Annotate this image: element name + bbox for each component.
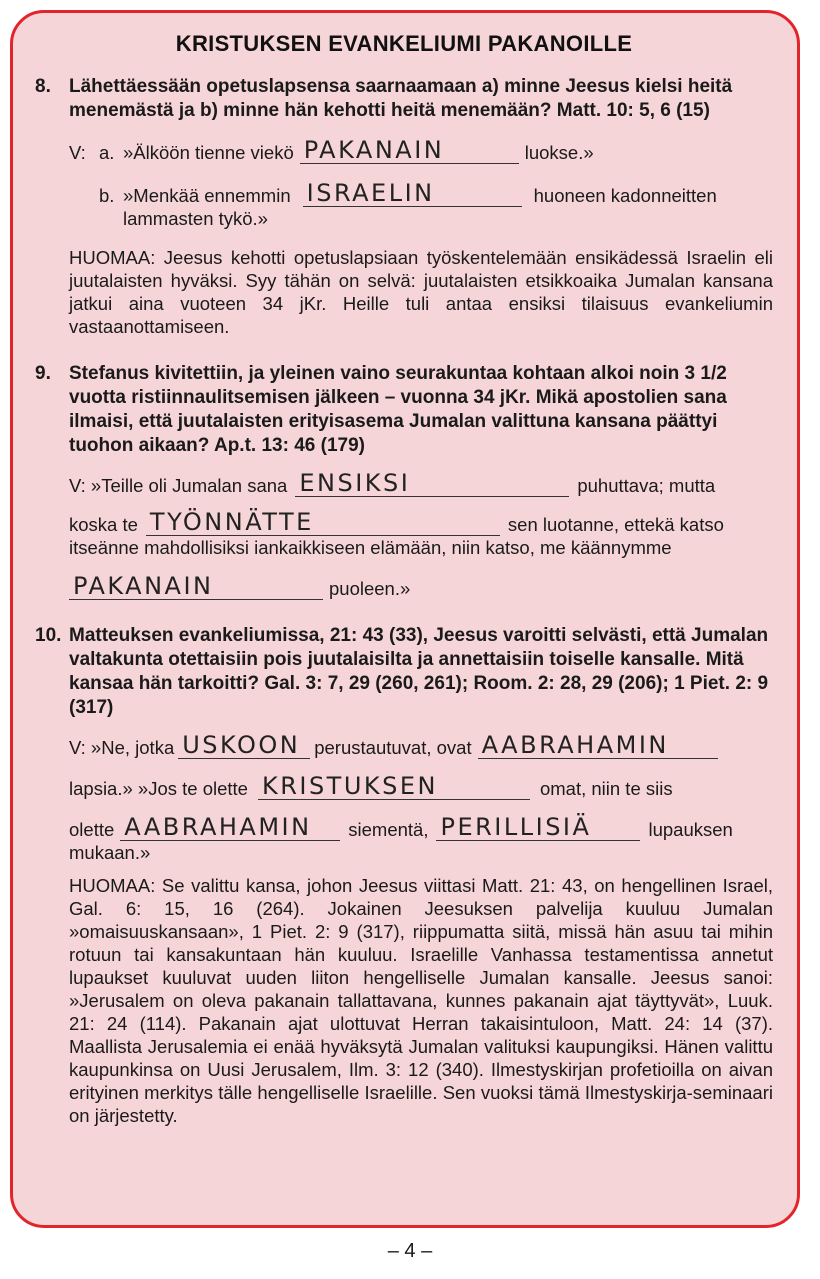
answer-blank-tyonnatte[interactable]: TYÖNNÄTTE (146, 509, 500, 536)
answer-continuation: lammasten tykö.» (123, 208, 268, 229)
answer-line-2 (69, 773, 773, 800)
page-number: – 4 – (387, 1240, 433, 1262)
answer-blank-israelin[interactable]: ISRAELIN (303, 180, 522, 207)
answer-text: »Menkää ennemmin (123, 185, 291, 206)
answer-text: puoleen.» (329, 578, 411, 599)
answer-10 (35, 732, 773, 1127)
note-8: HUOMAA: Jeesus kehotti opetuslapsiaan työskentelemään ensikädessä Israelin eli juutalaisten hyväksi. Syy tähän on selvä: juutalaisten etsikkoaika Jumalan kansana jatkui aina vuoteen 34 jKr. Heille tuli antaa ensiksi tilaisuus evankeliumin vastaanottamiseen. (69, 247, 773, 337)
question-text: Matteuksen evankeliumissa, 21: 43 (33), Jeesus varoitti selvästi, että Jumalan valtakunta otettaisiin pois juutalaisilta ja annettaisiin toiselle kansalle. Mitä kansaa hän tarkoitti? Gal. 3: 7, 29 (260, 261); Room. 2: 28, 29 (206); 1 Piet. 2: 9 (317) (69, 625, 769, 718)
answer-text: »Älköön tienne viekö (123, 142, 294, 163)
answer-line-1 (69, 732, 773, 759)
note-10: HUOMAA: Se valittu kansa, johon Jeesus viittasi Matt. 21: 43, on hengellinen Israel, Gal. 6: 15, 16 (264). Jokainen Jeesuksen palvelija kuuluu Jumalan »omaisuuskansaan», 1 Piet. 2: 9 (317), riippumatta siitä, missä hän asuu tai mihin rotuun tai kansakuntaan hän kuuluu. Israelille Vanhassa testamentissa annetut lupaukset kuuluvat uuden liiton hengelliselle Jumalan kansalle. Jeesus sanoi: »Jerusalem on oleva pakanain tallattavana, kunnes pakanain ajat täyttyvät», Luuk. 21: 24 (114). Pakanain ajat ulottuvat Herran takaisintuloon, Matt. 24: 14 (37). Maallista Jerusalemia ei enää hyväksytä Jumalan valituksi kaupungiksi. Hänen valittu kaupunkinsa on Uusi Jerusalem, Ilm. 3: 12 (340). Ilmestyskirjan profetioilla on aivan erityinen merkitys tälle hengelliselle Israelille. Sen vuoksi tämä Ilmestyskirja-seminaari on järjestetty. (69, 875, 773, 1126)
question-number: 8. (35, 76, 51, 97)
answer-blank-kristuksen[interactable]: KRISTUKSEN (258, 773, 530, 800)
answer-line-1 (69, 470, 773, 497)
answer-blank-perillisia[interactable]: PERILLISIÄ (436, 814, 640, 841)
answer-text: V: »Ne, jotka (69, 737, 175, 758)
answer-8 (35, 137, 773, 338)
answer-letter: a. (99, 142, 115, 163)
answer-blank-pakanain-2[interactable]: PAKANAIN (69, 573, 323, 600)
answer-text: omat, niin te siis (539, 778, 673, 799)
answer-text: luokse.» (524, 142, 594, 163)
question-text: Lähettäessään opetuslapsensa saarnaamaan a) minne Jeesus kielsi heitä menemästä ja b) minne hän kehotti heitä menemään? Matt. 10: 5, 6 (15) (69, 76, 733, 121)
answer-continuation: mukaan.» (69, 842, 151, 863)
answer-text: sen luotanne, ettekä katso (507, 514, 724, 535)
worksheet-card (10, 10, 800, 1228)
answer-letter: b. (99, 185, 115, 206)
answer-blank-aabrahamin-2[interactable]: AABRAHAMIN (120, 814, 340, 841)
answer-9 (35, 470, 773, 600)
answer-text: huoneen kadonneitten (533, 185, 717, 206)
question-number: 9. (35, 363, 51, 384)
question-text: Stefanus kivitettiin, ja yleinen vaino seurakuntaa kohtaan alkoi noin 3 1/2 vuotta ristiinnaulitsemisen jälkeen – vuonna 34 jKr. Mikä apostolien sana ilmaisi, että juutalaisten erityisasema Jumalan valittuna kansana päättyi tuohon aikaan? Ap.t. 13: 46 (179) (69, 363, 727, 456)
question-9 (35, 362, 773, 458)
question-10 (35, 624, 773, 720)
answer-line-b (69, 180, 773, 207)
answer-text: lapsia.» »Jos te olette (69, 778, 248, 799)
answer-line-a (69, 137, 773, 164)
answer-text: siementä, (348, 819, 429, 840)
answer-text: perustautuvat, ovat (314, 737, 472, 758)
answer-text: olette (69, 819, 115, 840)
answer-line-2 (69, 509, 773, 536)
answer-blank-ensiksi[interactable]: ENSIKSI (295, 470, 569, 497)
question-number: 10. (35, 625, 62, 646)
question-8 (35, 75, 773, 123)
answer-text: puhuttava; mutta (577, 475, 716, 496)
answer-line-4 (69, 573, 773, 600)
answer-line-3: itseänne mahdollisiksi iankaikkiseen elämään, niin katso, me käännymme (69, 537, 672, 558)
answer-text: lupauksen (648, 819, 733, 840)
answer-line-3 (69, 814, 773, 841)
answer-label: V: (69, 142, 86, 163)
answer-blank-uskoon[interactable]: USKOON (178, 732, 310, 759)
answer-blank-pakanain[interactable]: PAKANAIN (300, 137, 519, 164)
answer-blank-aabrahamin[interactable]: AABRAHAMIN (478, 732, 718, 759)
page-title: KRISTUKSEN EVANKELIUMI PAKANOILLE (175, 31, 633, 56)
answer-text: koska te (69, 514, 138, 535)
answer-text: V: »Teille oli Jumalan sana (69, 475, 288, 496)
